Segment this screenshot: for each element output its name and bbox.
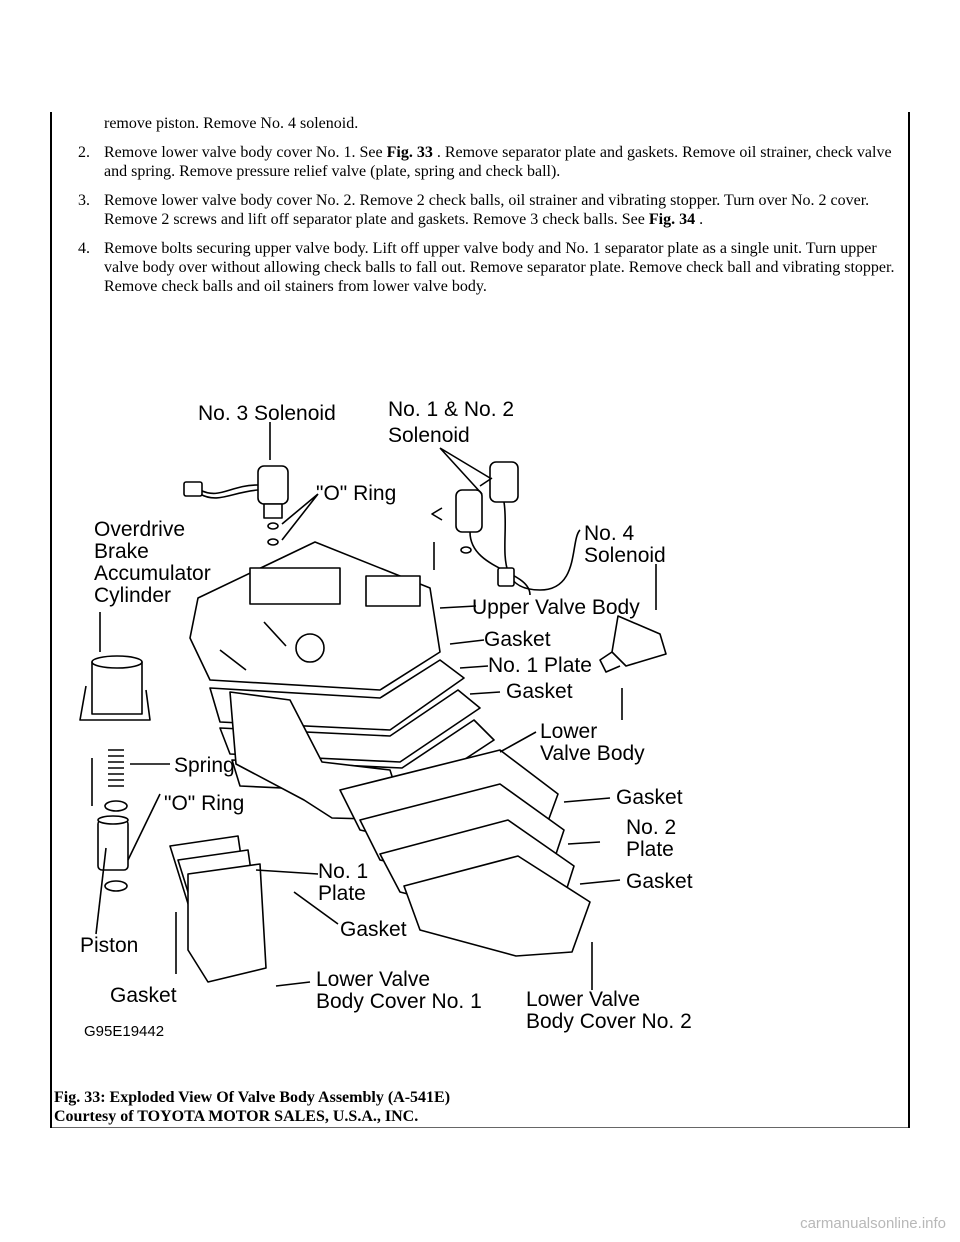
label-no1-plate-left: No. 1 xyxy=(318,860,369,883)
arrow-gasket-c xyxy=(564,798,610,802)
step-text: Remove lower valve body cover No. 2. Remove 2 check balls, oil strainer and vibrating stopper. Turn over No. 2 cover. Remove 2 screws and lift off separator plate and gaskets. Remove 3 check balls. See xyxy=(104,192,870,228)
caption-title: Fig. 33: Exploded View Of Valve Body Assembly (A-541E) xyxy=(54,1089,451,1106)
step-2 xyxy=(78,143,898,181)
continued-step-text: remove piston. Remove No. 4 solenoid. xyxy=(104,115,359,132)
lower-cover-1-drawing xyxy=(188,864,266,982)
no12-solenoid-drawing xyxy=(432,462,580,595)
label-cover1: Body Cover No. 1 xyxy=(316,990,482,1013)
label-no1-plate-left: Plate xyxy=(318,882,366,905)
watermark[interactable]: carmanualsonline.info xyxy=(800,1215,946,1232)
accumulator-drawing xyxy=(80,656,150,720)
step-body xyxy=(104,191,898,229)
procedure-text xyxy=(78,114,898,296)
step-4 xyxy=(78,239,898,296)
arrow-no1-plate xyxy=(460,666,488,668)
label-o-ring-bottom: "O" Ring xyxy=(164,792,245,815)
upper-valve-body-drawing xyxy=(190,542,440,690)
label-gasket: Gasket xyxy=(340,918,407,941)
fig-34-link[interactable]: Fig. 34 xyxy=(648,211,696,228)
label-no2-plate: No. 2 xyxy=(626,816,677,839)
step-number: 2. xyxy=(78,144,90,161)
label-gasket: Gasket xyxy=(626,870,693,893)
step-body xyxy=(104,143,898,181)
label-lower-valve-body: Valve Body xyxy=(540,742,645,765)
label-gasket: Gasket xyxy=(616,786,683,809)
caption-credit: Courtesy of TOYOTA MOTOR SALES, U.S.A., INC. xyxy=(54,1108,419,1125)
arrow-gasket-b xyxy=(470,692,500,694)
label-overdrive: Brake xyxy=(94,540,149,563)
step-text: . xyxy=(695,211,704,228)
step-number: 4. xyxy=(78,240,90,257)
arrow-upper xyxy=(440,606,476,608)
piston-drawing xyxy=(98,816,128,870)
label-gasket: Gasket xyxy=(506,680,573,703)
label-no4-solenoid: No. 4 xyxy=(584,522,635,545)
label-upper-valve-body: Upper Valve Body xyxy=(472,596,640,619)
label-spring: Spring xyxy=(174,754,235,777)
figure-caption xyxy=(54,1088,450,1126)
label-piston: Piston xyxy=(80,934,139,957)
step-3 xyxy=(78,191,898,229)
label-gasket: Gasket xyxy=(110,984,177,1007)
page-border-left xyxy=(50,112,52,1128)
page-border-right xyxy=(908,112,910,1128)
step-text: Remove lower valve body cover No. 1. See xyxy=(104,144,387,161)
arrow-no2-plate xyxy=(568,842,600,844)
arrow-lower-vb xyxy=(500,732,536,752)
label-no12-solenoid: Solenoid xyxy=(388,424,470,447)
label-no2-plate: Plate xyxy=(626,838,674,861)
arrow-o-ring-b xyxy=(128,794,160,860)
spring-drawing xyxy=(108,750,124,786)
arrow-no12 xyxy=(440,448,490,494)
label-gasket: Gasket xyxy=(484,628,551,651)
label-cover2: Lower Valve xyxy=(526,988,641,1011)
figure-code: G95E19442 xyxy=(84,1023,165,1040)
arrow-gasket-e xyxy=(580,880,620,884)
arrow-cover1 xyxy=(276,982,310,986)
o-ring-piston-drawing xyxy=(105,881,127,891)
step-body: Remove bolts securing upper valve body. Lift off upper valve body and No. 1 separator plate as a single unit. Turn upper valve body over without allowing check balls to fall out. Remove separator plate. Remove check ball and vibrating stopper. Remove check balls and oil stainers from lower valve body. xyxy=(104,240,895,295)
label-lower-valve-body: Lower xyxy=(540,720,598,743)
label-no4-solenoid: Solenoid xyxy=(584,544,666,567)
no3-solenoid-drawing xyxy=(184,466,288,545)
label-cover1: Lower Valve xyxy=(316,968,431,991)
no4-solenoid-drawing xyxy=(600,616,666,720)
fig-33-link[interactable]: Fig. 33 xyxy=(386,144,433,161)
arrow-no1-left xyxy=(256,870,318,874)
label-no3-solenoid: No. 3 Solenoid xyxy=(198,402,336,425)
label-cover2: Body Cover No. 2 xyxy=(526,1010,692,1033)
exploded-view-diagram xyxy=(60,390,720,1050)
step-number: 3. xyxy=(78,192,90,209)
label-no12-solenoid: No. 1 & No. 2 xyxy=(388,398,515,421)
step-text: . Remove separator plate and gaskets. Remove oil strainer, check valve and spring. Remove pressure relief valve (plate, spring and check ball). xyxy=(104,144,892,180)
arrow-gasket-a xyxy=(450,640,484,644)
label-overdrive: Cylinder xyxy=(94,584,172,607)
label-overdrive: Overdrive xyxy=(94,518,186,541)
label-o-ring-top: "O" Ring xyxy=(316,482,397,505)
label-overdrive: Accumulator xyxy=(94,562,211,585)
o-ring-bottom-drawing xyxy=(105,801,127,811)
label-no1-plate: No. 1 Plate xyxy=(488,654,592,677)
bottom-rule xyxy=(52,1127,908,1128)
